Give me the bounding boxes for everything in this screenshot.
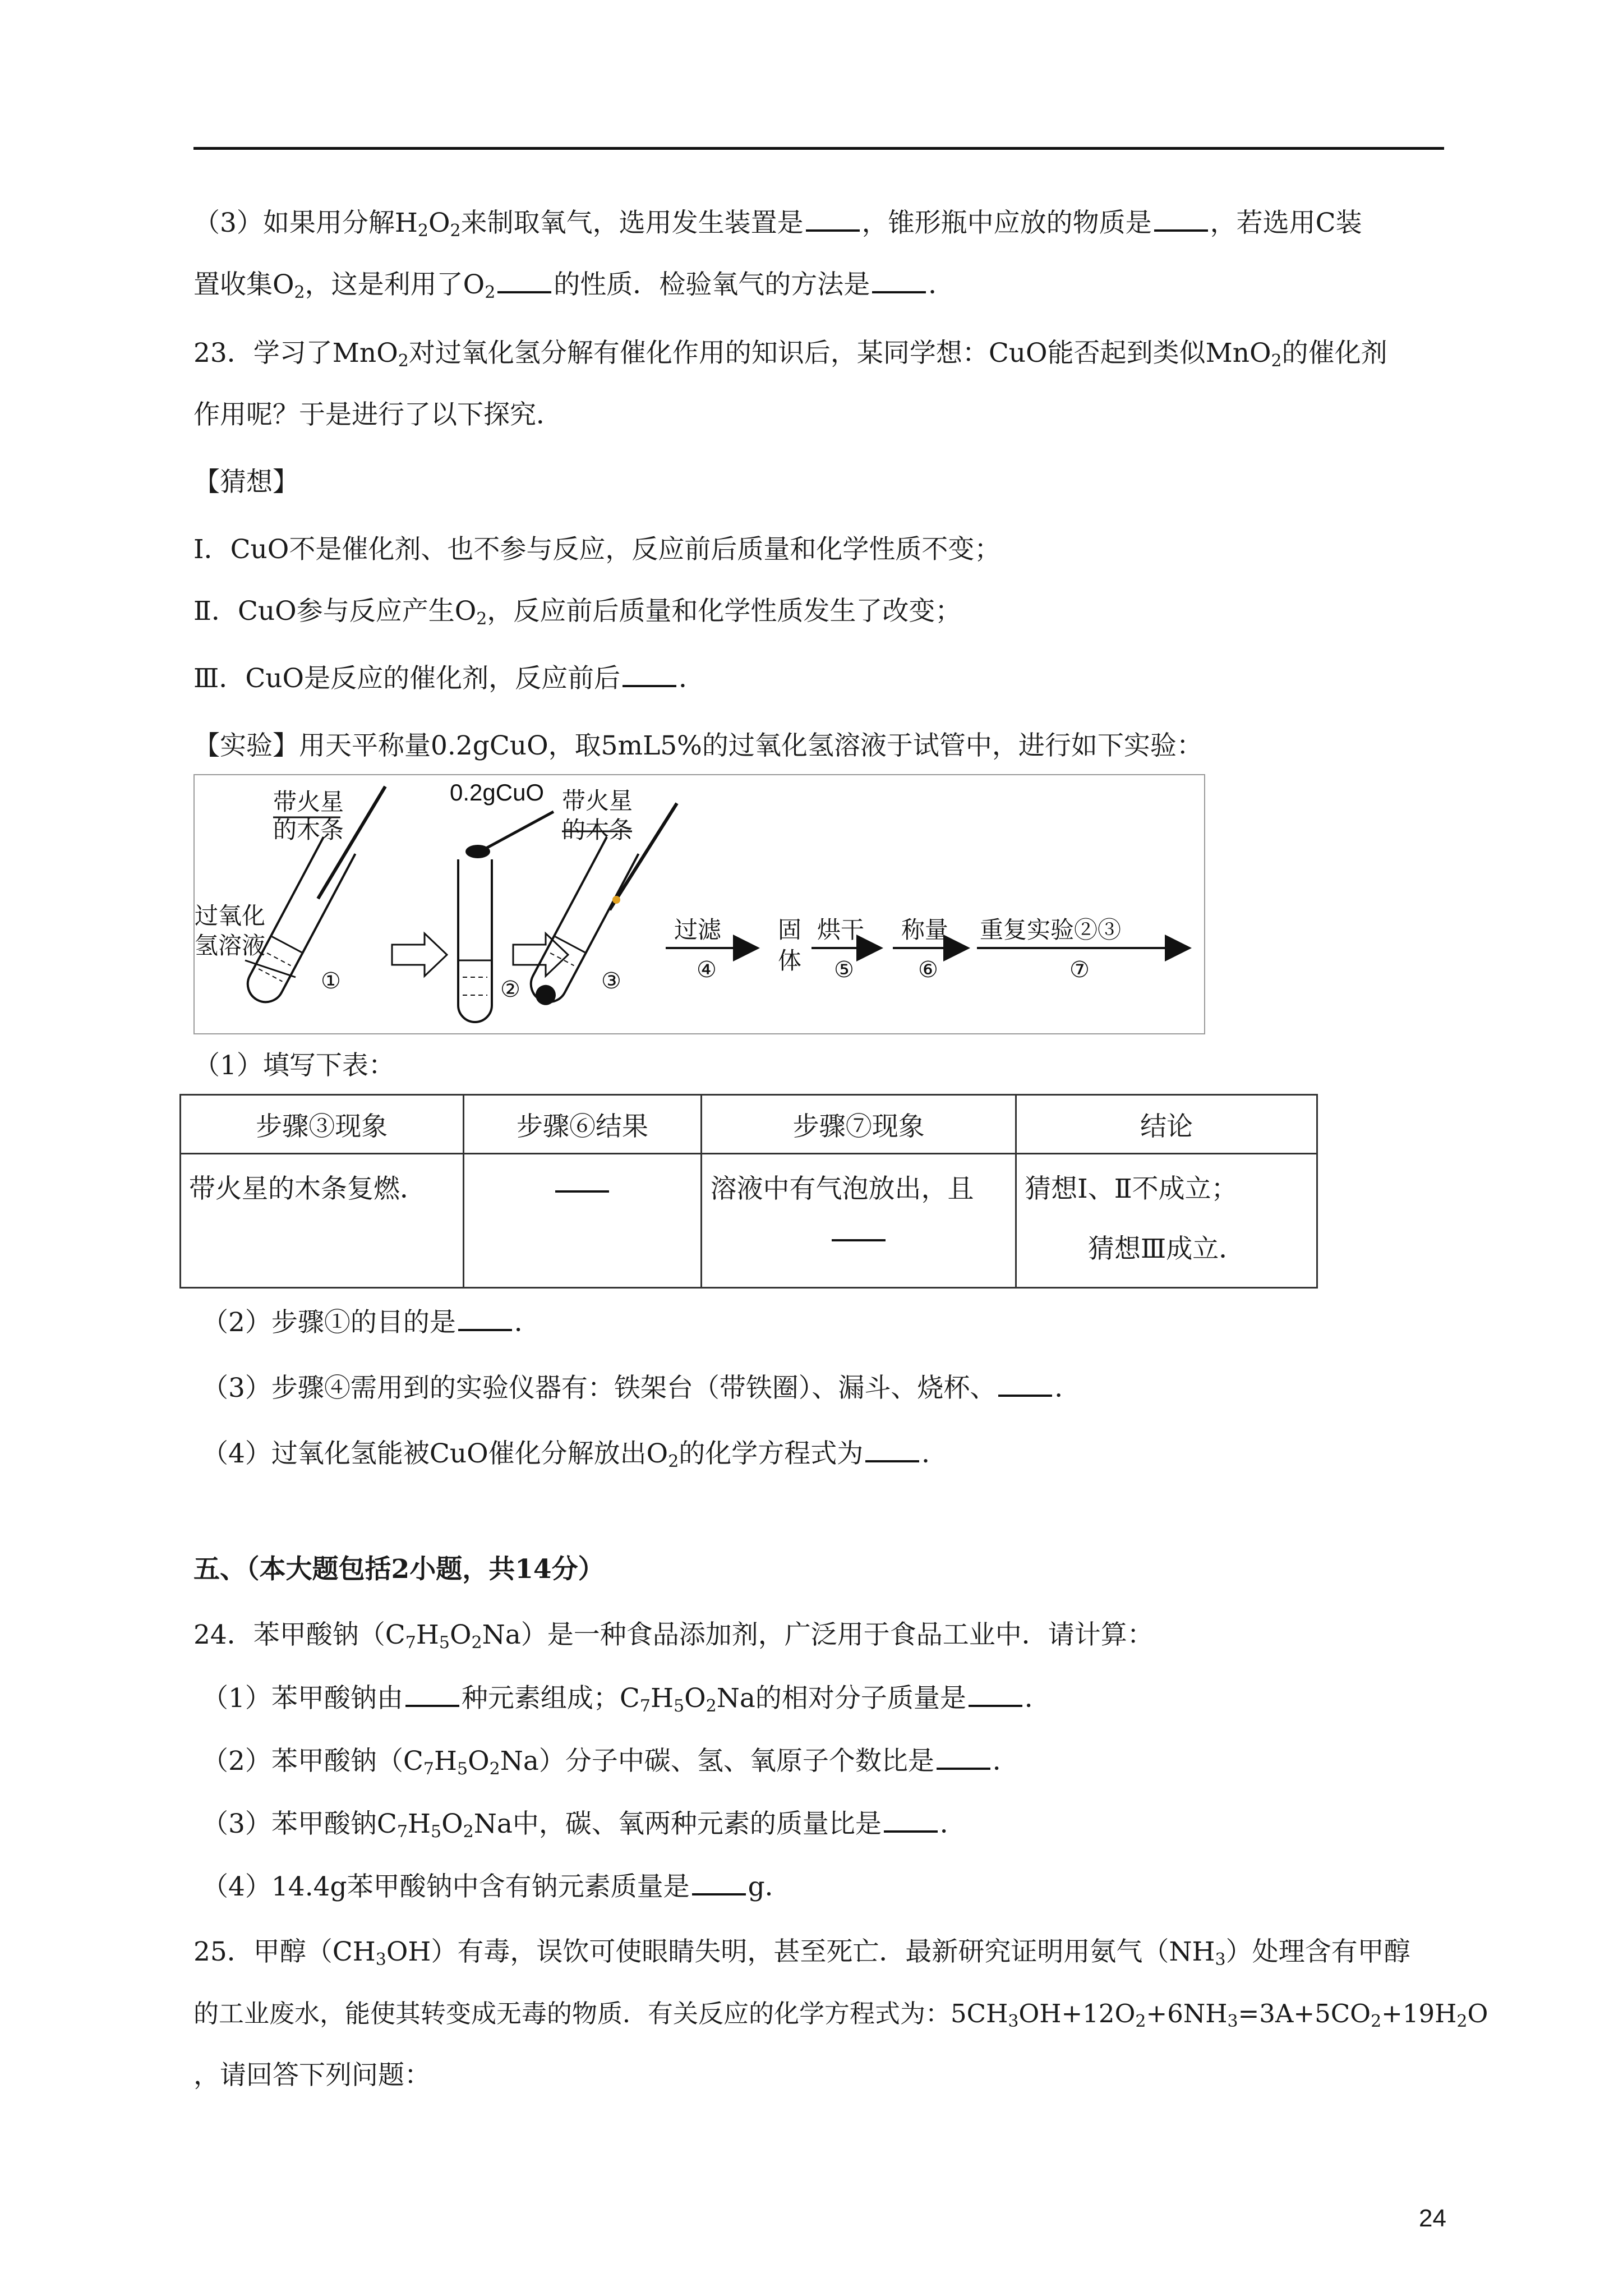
guess-2: Ⅱ．CuO参与反应产生$O_2$，反应前后质量和化学性质发生了改变； (193, 596, 962, 629)
answer-blank[interactable] (555, 1168, 609, 1193)
step6-label: 称量 (901, 917, 949, 943)
answer-blank[interactable] (458, 1306, 512, 1331)
table-cell (463, 1154, 702, 1288)
q22-part3-line2: 置收集$O_2$，这是利用了$O_2$ 的性质．检验氧气的方法是 ． (193, 269, 955, 302)
step7-label: 重复实验②③ (980, 917, 1122, 943)
table-header: 步骤③现象 (181, 1095, 464, 1154)
test-tube-2 (458, 859, 492, 1022)
table-header: 步骤⑥结果 (463, 1095, 702, 1154)
q24-part4: （4）14.4g苯甲酸钠中含有钠元素质量是 g． (202, 1871, 791, 1902)
q22-part3-line1: （3）如果用分解$H_2O_2$来制取氧气，选用发生装置是 ，锥形瓶中应放的物质是 ，若选用C装 (193, 208, 1362, 241)
section-heading: 五、（本大题包括2小题，共14分） (193, 1554, 605, 1585)
guess-heading: 【猜想】 (193, 467, 299, 498)
splint-label-2b: 的木条 (562, 817, 633, 843)
step5-label: 烘干 (817, 917, 865, 943)
tube-label-2: ② (500, 977, 520, 1002)
step5-num: ⑤ (834, 958, 854, 982)
step6-num: ⑥ (918, 958, 938, 982)
splint-label-1a: 带火星 (273, 789, 344, 815)
table-cell: 带火星的木条复燃． (181, 1154, 464, 1288)
splint-label-2a: 带火星 (562, 788, 633, 814)
header-rule (193, 147, 1444, 150)
experiment-intro: 【实验】用天平称量0.2gCuO，取5mL5%的过氧化氢溶液于试管中，进行如下实验： (193, 730, 1203, 761)
answer-blank[interactable] (405, 1682, 459, 1707)
h2o2-label-a: 过氧化 (195, 903, 266, 929)
answer-blank[interactable] (872, 269, 926, 293)
q23-intro-line1: 23．学习了MnO$_2$对过氧化氢分解有催化作用的知识后，某同学想：CuO能否起到类似MnO$_2$的催化剂 (193, 338, 1387, 371)
tube-label-1: ① (321, 969, 341, 993)
answer-blank[interactable] (623, 662, 676, 687)
hollow-arrow-1 (392, 933, 447, 976)
page-number: 24 (1419, 2205, 1446, 2232)
spatula (486, 812, 554, 848)
splint-label-1b: 的木条 (273, 817, 344, 843)
guess-3: Ⅲ．CuO是反应的催化剂，反应前后 ． (193, 663, 706, 694)
table-header-row (181, 1095, 1317, 1154)
answer-blank[interactable] (1154, 207, 1208, 232)
answer-blank[interactable] (832, 1217, 886, 1241)
q25-line2: 的工业废水，能使其转变成无毒的物质．有关反应的化学方程式为：$5CH_3OH+12O_2+6NH_3=3A+5CO_2+19H_2O$ (193, 1999, 1488, 2031)
guess-1: Ⅰ．CuO不是催化剂、也不参与反应，反应前后质量和化学性质不变； (193, 534, 1001, 565)
table-header: 结论 (1016, 1095, 1317, 1154)
q25-line1: 25．甲醇$(CH_3OH)$有毒，误饮可使眼睛失明，甚至死亡．最新研究证明用氨气$(NH_3)$处理含有甲醇 (193, 1936, 1410, 1970)
tube-label-3: ③ (601, 969, 621, 993)
table-cell: 溶液中有气泡放出，且 (702, 1154, 1016, 1288)
answer-blank[interactable] (937, 1745, 990, 1770)
answer-blank[interactable] (692, 1871, 746, 1895)
answer-blank[interactable] (806, 207, 860, 232)
step7-num: ⑦ (1069, 958, 1090, 982)
table-cell: 猜想Ⅰ、Ⅱ不成立； 猜想Ⅲ成立． (1016, 1154, 1317, 1288)
answer-blank[interactable] (969, 1682, 1022, 1707)
results-table (179, 1094, 1318, 1289)
solid-label-b: 体 (778, 947, 802, 974)
solid-label-a: 固 (778, 917, 802, 943)
step4-label: 过滤 (674, 917, 722, 943)
answer-blank[interactable] (998, 1372, 1052, 1397)
q23-intro-line2: 作用呢？于是进行了以下探究． (193, 399, 562, 430)
h2o2-label-b: 氢溶液 (195, 932, 266, 959)
answer-blank[interactable] (884, 1808, 938, 1833)
fill-table-prompt: （1）填写下表： (193, 1050, 395, 1081)
cuo-label: 0.2gCuO (450, 779, 545, 806)
answer-blank[interactable] (865, 1438, 919, 1462)
q23-part4: （4）过氧化氢能被CuO催化分解放出$O_2$的化学方程式为 ． (202, 1438, 948, 1471)
table-header: 步骤⑦现象 (702, 1095, 1016, 1154)
q23-part3: （3）步骤④需用到的实验仪器有：铁架台（带铁圈）、漏斗、烧杯、 ． (202, 1373, 1081, 1404)
apparatus-figure (193, 774, 1205, 1034)
q24-part2: （2）苯甲酸钠$(C_7H_5O_2Na)$分子中碳、氢、氧原子个数比是 ． (202, 1746, 1019, 1779)
q24-part3: （3）苯甲酸钠$C_7H_5O_2Na$中，碳、氧两种元素的质量比是 ． (202, 1809, 966, 1842)
q24-part1: （1）苯甲酸钠由 种元素组成；$C_7H_5O_2Na$的相对分子质量是 ． (202, 1683, 1051, 1716)
q23-part2: （2）步骤①的目的是 ． (202, 1307, 541, 1338)
table-row (181, 1154, 1317, 1288)
step4-num: ④ (697, 958, 717, 982)
q24-intro: 24．苯甲酸钠$(C_7H_5O_2Na)$是一种食品添加剂，广泛用于食品工业中．请计算： (193, 1619, 1154, 1653)
answer-blank[interactable] (497, 269, 551, 293)
q25-line3: ，请回答下列问题： (193, 2060, 431, 2091)
